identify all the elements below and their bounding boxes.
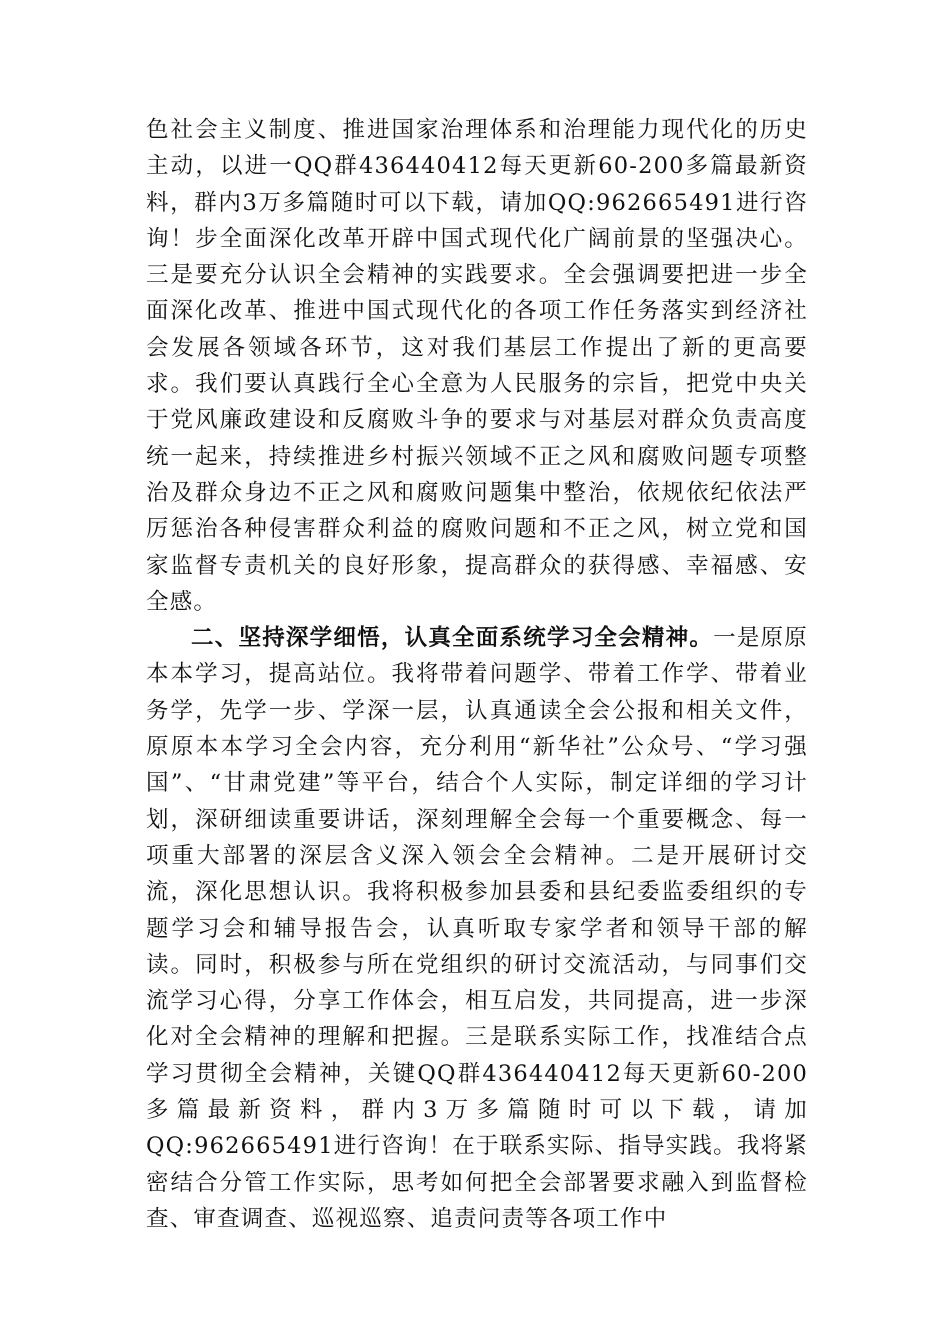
section-two-heading: 二、坚持深学细悟，认真全面系统学习全会精神。 (191, 625, 714, 652)
section-two-body: 一是原原本本学习，提高站位。我将带着问题学、带着工作学、带着业务学，先学一步、学深一层，认真通读全会公报和相关文件，原原本本学习全会内容，充分利用“新华社”公众号、“学习强国”、“甘肃党建”等平台，结合个人实际，制定详细的学习计划，深研细读重要讲话，深刻理解全会每一个重要概念、每一项重大部署的深层含义深入领会全会精神。二是开展研讨交流，深化思想认识。我将积极参加县委和县纪委监委组织的专题学习会和辅导报告会，认真听取专家学者和领导干部的解读。同时，积极参与所在党组织的研讨交流活动，与同事们交流学习心得，分享工作体会，相互启发，共同提高，进一步深化对全会精神的理解和把握。三是联系实际工作，找准结合点学习贯彻全会精神，关键QQ群436440412每天更新60-200多篇最新资料，群内3万多篇随时可以下载，请加QQ:962665491进行咨询！在于联系实际、指导实践。我将紧密结合分管工作实际，思考如何把全会部署要求融入到监督检查、审查调查、巡视巡察、追责问责等各项工作中 (146, 625, 808, 1232)
paragraph-continuation: 色社会主义制度、推进国家治理体系和治理能力现代化的历史主动，以进一QQ群436440412每天更新60-200多篇最新资料，群内3万多篇随时可以下载，请加QQ:962665491进行咨询！步全面深化改革开辟中国式现代化广阔前景的坚强决心。三是要充分认识全会精神的实践要求。全会强调要把进一步全面深化改革、推进中国式现代化的各项工作任务落实到经济社会发展各领域各环节，这对我们基层工作提出了新的更高要求。我们要认真践行全心全意为人民服务的宗旨，把党中央关于党风廉政建设和反腐败斗争的要求与对基层对群众负责高度统一起来，持续推进乡村振兴领域不正之风和腐败问题专项整治及群众身边不正之风和腐败问题集中整治，依规依纪依法严厉惩治各种侵害群众利益的腐败问题和不正之风，树立党和国家监督专责机关的良好形象，提高群众的获得感、幸福感、安全感。 (146, 117, 808, 615)
section-two-paragraph (146, 620, 808, 1237)
document-body (146, 112, 808, 1237)
